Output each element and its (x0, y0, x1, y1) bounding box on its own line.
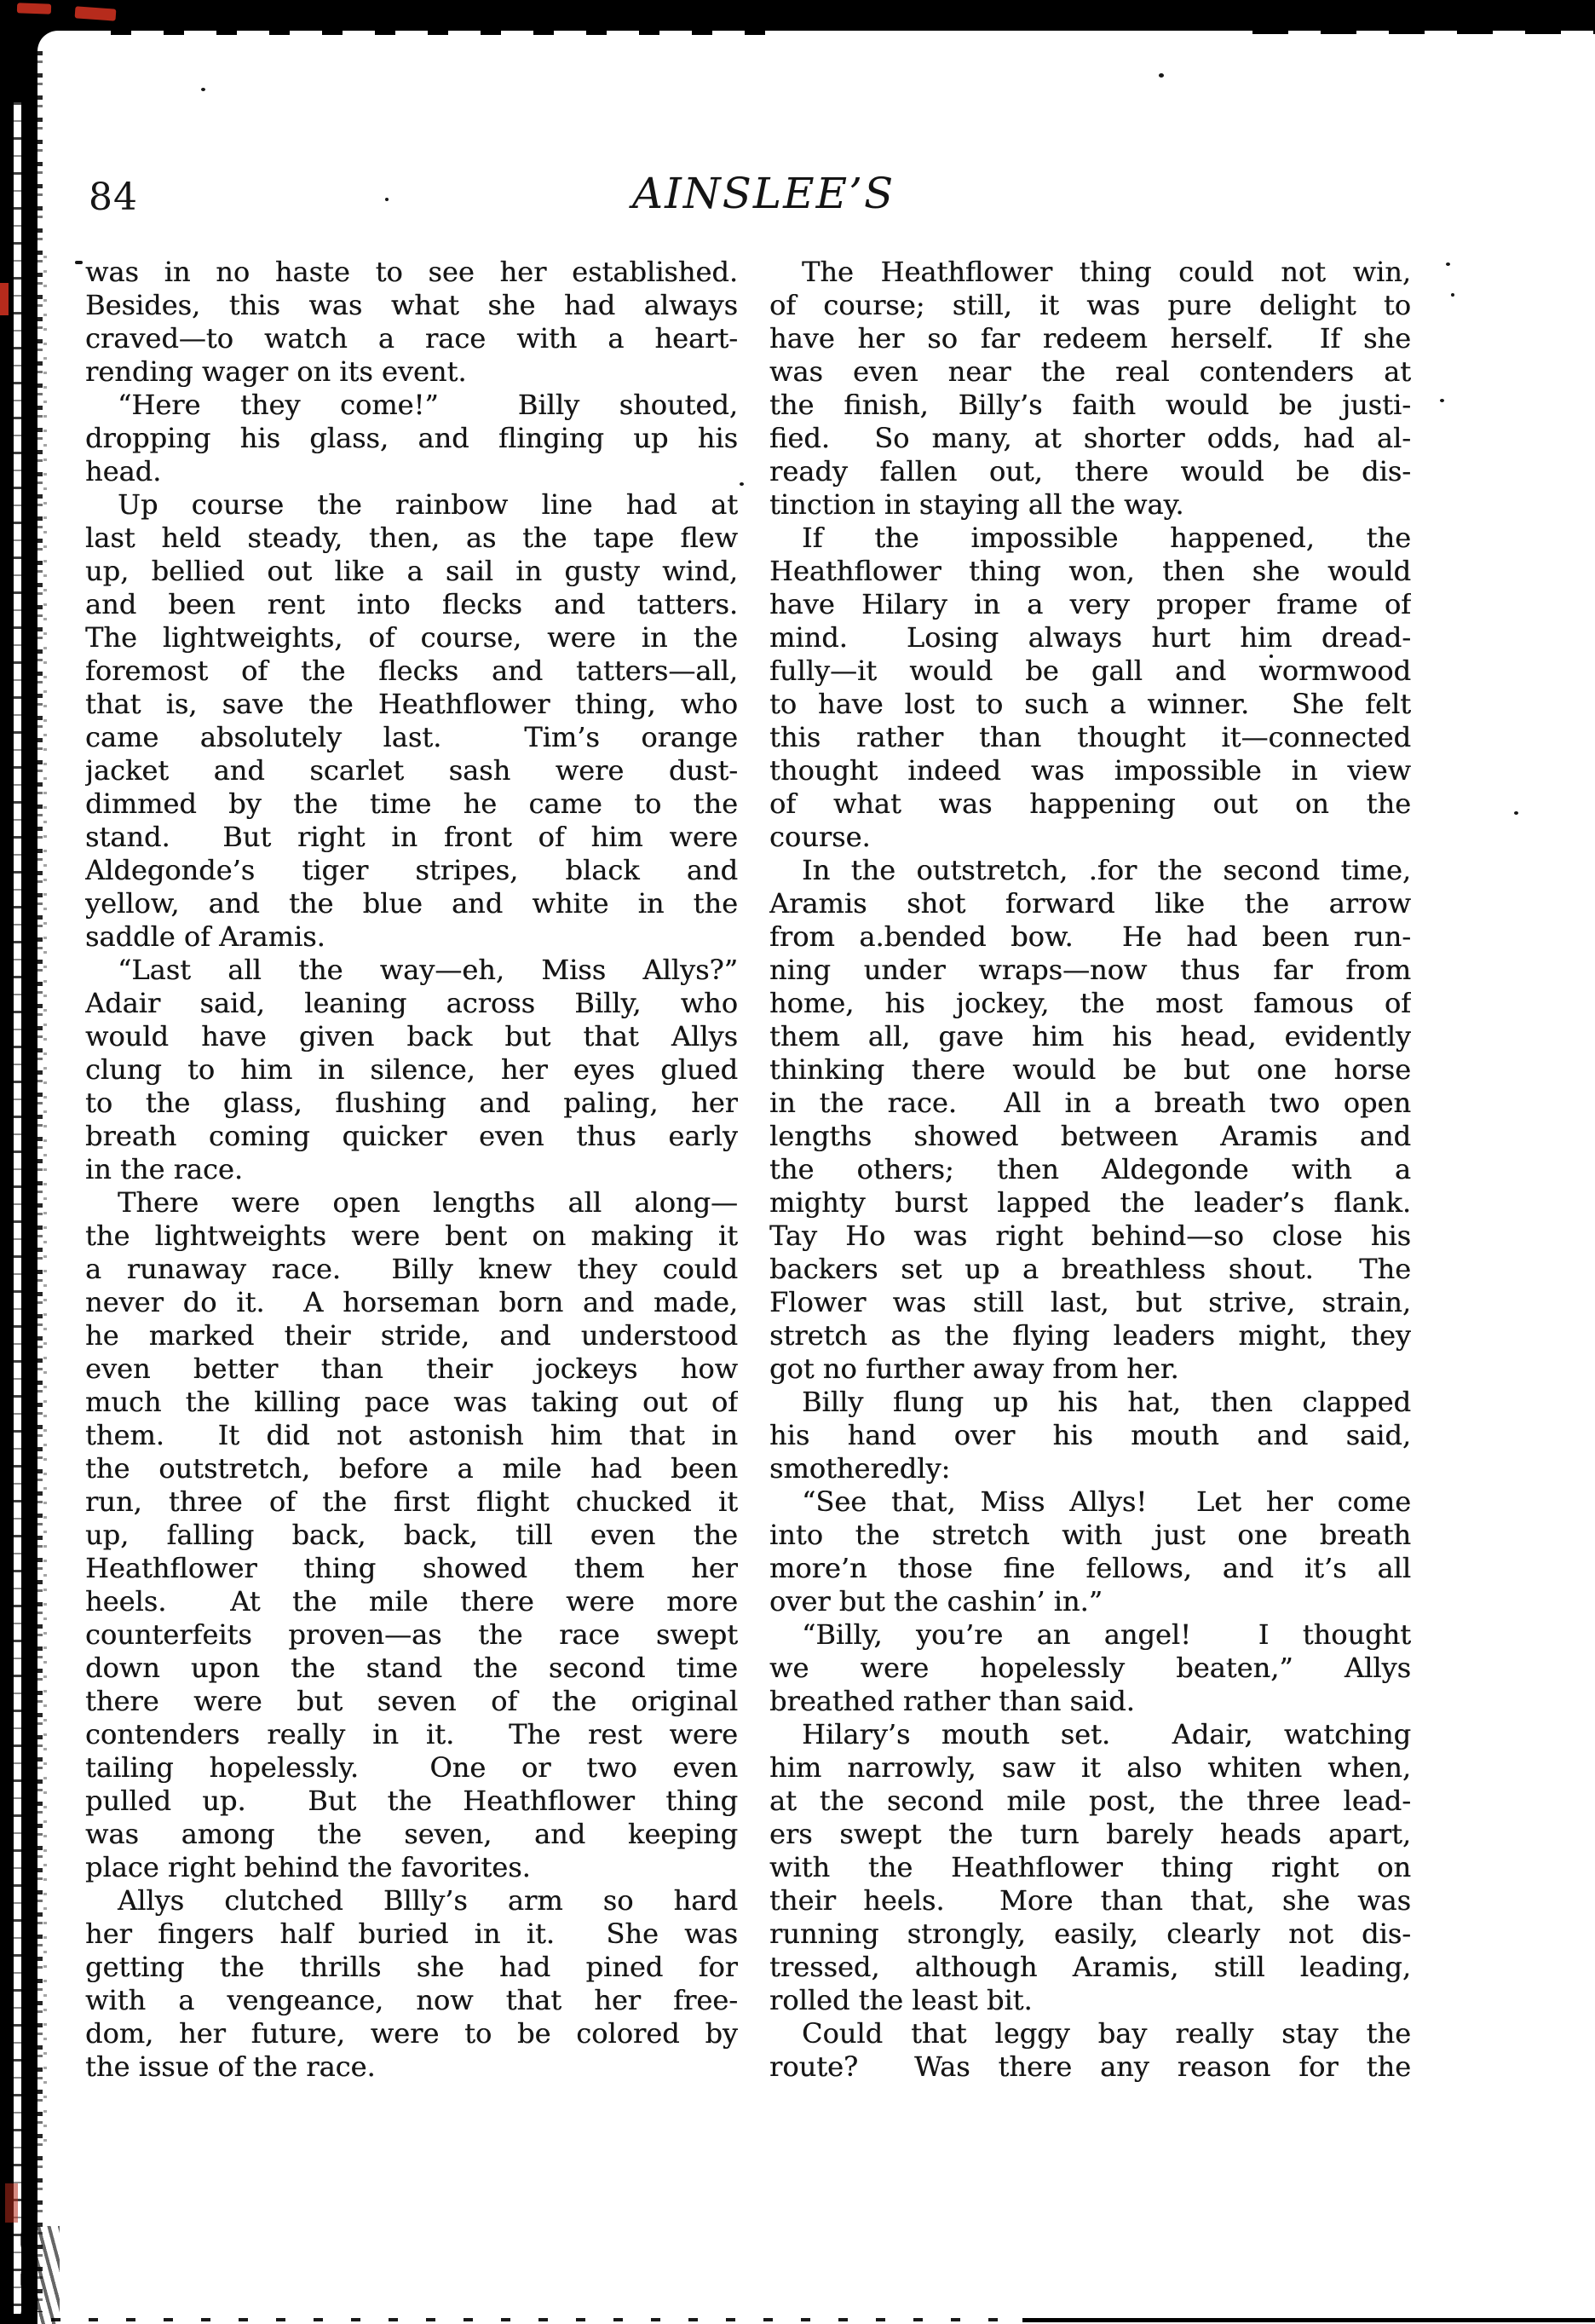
text-line: Could that leggy bay really stay the (802, 2017, 1411, 2050)
text-line: in the race. (85, 1153, 243, 1185)
text-line: thought indeed was impossible in view (769, 754, 1411, 787)
text-line: a runaway race. Billy knew they could (85, 1253, 738, 1285)
text-line: mind. Losing always hurt him dread- (769, 621, 1411, 654)
text-line: counterfeits proven—as the race swept (85, 1618, 738, 1651)
journal-title: AINSLEE’S (632, 169, 895, 218)
text-line: the finish, Billy’s faith would be justi- (769, 389, 1411, 421)
text-line: running strongly, easily, clearly not dis- (769, 1917, 1411, 1950)
text-line: was in no haste to see her established. (85, 256, 738, 288)
text-column-left (85, 256, 738, 2084)
text-line: of course; still, it was pure delight to (769, 289, 1411, 321)
text-line: rending wager on its event. (85, 355, 467, 388)
text-line: Hilary’s mouth set. Adair, watching (802, 1718, 1411, 1750)
ink-speck (201, 88, 205, 91)
text-line: foremost of the flecks and tatters—all, (85, 655, 738, 687)
text-line: mighty burst lapped the leader’s flank. (769, 1186, 1411, 1219)
red-mark-top-2 (75, 6, 117, 20)
text-line: came absolutely last. Tim’s orange (85, 721, 738, 753)
text-line: have her so far redeem herself. If she (769, 322, 1411, 355)
text-line: her fingers half buried in it. She was (85, 1917, 738, 1950)
text-line: the lightweights were bent on making it (85, 1220, 738, 1252)
text-line: thinking there would be but one horse (769, 1053, 1411, 1086)
text-line: never do it. A horseman born and made, (85, 1286, 738, 1318)
text-line: craved—to watch a race with a heart- (85, 322, 738, 355)
text-line: fied. So many, at shorter odds, had al- (769, 422, 1411, 454)
red-mark-top-1 (17, 3, 51, 14)
text-line: tailing hopelessly. One or two even (85, 1751, 738, 1784)
text-line: more’n those fine fellows, and it’s all (769, 1552, 1411, 1584)
text-line: he marked their stride, and understood (85, 1319, 738, 1352)
text-line: home, his jockey, the most famous of (769, 987, 1411, 1019)
text-line: course. (769, 821, 871, 853)
text-line: Adair said, leaning across Billy, who (85, 987, 738, 1019)
text-line: getting the thrills she had pined for (85, 1951, 738, 1983)
text-line: at the second mile post, the three lead- (769, 1785, 1411, 1817)
text-line: There were open lengths all along— (118, 1186, 738, 1219)
text-line: their heels. More than that, she was (769, 1884, 1411, 1917)
ink-speck (1440, 399, 1444, 402)
text-line: “Here they come!” Billy shouted, (118, 389, 738, 421)
text-line: lengths showed between Aramis and (769, 1120, 1411, 1152)
text-line: rolled the least bit. (769, 1984, 1033, 2016)
text-line: there were but seven of the original (85, 1685, 738, 1717)
text-line: stretch as the flying leaders might, they (769, 1319, 1411, 1352)
red-mark-left-edge (0, 283, 9, 315)
text-line: If the impossible happened, the (802, 522, 1411, 554)
text-line: ready fallen out, there would be dis- (769, 455, 1411, 487)
text-line: dimmed by the time he came to the (85, 787, 738, 820)
text-line: “See that, Miss Allys! Let her come (802, 1485, 1411, 1518)
text-line: pulled up. But the Heathflower thing (85, 1785, 738, 1817)
ink-speck (1514, 811, 1518, 815)
text-line: with the Heathflower thing right on (769, 1851, 1411, 1883)
ink-speck (1159, 73, 1164, 78)
text-line: run, three of the first flight chucked it (85, 1485, 738, 1518)
text-line: stand. But right in front of him were (85, 821, 738, 853)
text-line: him narrowly, saw it also whiten when, (769, 1751, 1411, 1784)
text-line: contenders really in it. The rest were (85, 1718, 738, 1750)
text-line: yellow, and the blue and white in the (85, 887, 738, 920)
text-line: would have given back but that Allys (85, 1020, 738, 1052)
text-line: to have lost to such a winner. She felt (769, 688, 1411, 720)
text-line: Aldegonde’s tiger stripes, black and (85, 854, 738, 886)
text-line: jacket and scarlet sash were dust- (85, 754, 738, 787)
ink-speck (385, 198, 389, 201)
text-line: was even near the real contenders at (769, 355, 1411, 388)
text-line: heels. At the mile there were more (85, 1585, 738, 1618)
text-line: much the killing pace was taking out of (85, 1386, 738, 1418)
text-line: “Last all the way—eh, Miss Allys?” (118, 954, 738, 986)
text-line: tinction in staying all the way. (769, 488, 1184, 521)
text-line: have Hilary in a very proper frame of (769, 588, 1411, 620)
text-line: ers swept the turn barely heads apart, (769, 1818, 1411, 1850)
text-line: route? Was there any reason for the (769, 2050, 1411, 2083)
text-line: Billy flung up his hat, then clapped (802, 1386, 1411, 1418)
text-line: place right behind the favorites. (85, 1851, 531, 1883)
bottom-left-blotch (20, 2226, 60, 2324)
ink-speck (740, 482, 744, 486)
text-line: the outstretch, before a mile had been (85, 1452, 738, 1485)
text-line: we were hopelessly beaten,” Allys (769, 1652, 1411, 1684)
binding-gutter-fringe (37, 51, 43, 2312)
binding-gutter-channel (14, 102, 21, 2314)
text-line: to the glass, flushing and paling, her (85, 1087, 738, 1119)
text-line: Allys clutched Bllly’s arm so hard (118, 1884, 738, 1917)
bottom-edge-dashed-line (51, 2318, 1022, 2321)
text-line: this rather than thought it—connected (769, 721, 1411, 753)
text-line: Heathflower thing showed them her (85, 1552, 738, 1584)
text-line: smotheredly: (769, 1452, 951, 1485)
text-column-right (769, 256, 1411, 2084)
bottom-edge-solid-line (1022, 2318, 1595, 2322)
top-band-fray-right (1252, 29, 1595, 34)
text-line: his hand over his mouth and said, (769, 1419, 1411, 1451)
text-line: Tay Ho was right behind—so close his (769, 1220, 1411, 1252)
red-mark-left-lower (5, 2183, 18, 2223)
text-line: the others; then Aldegonde with a (769, 1153, 1411, 1185)
text-line: into the stretch with just one breath (769, 1519, 1411, 1551)
text-line: clung to him in silence, her eyes glued (85, 1053, 738, 1086)
text-line: “Billy, you’re an angel! I thought (802, 1618, 1411, 1651)
text-line: in the race. All in a breath two open (769, 1087, 1411, 1119)
binding-gutter-fringe-2 (43, 256, 47, 2154)
text-line: Besides, this was what she had always (85, 289, 738, 321)
text-line: of what was happening out on the (769, 787, 1411, 820)
top-band-fray-left (111, 31, 775, 35)
text-line: fully—it would be gall and wormwood (769, 655, 1411, 687)
text-line: them. It did not astonish him that in (85, 1419, 738, 1451)
text-line: In the outstretch, .for the second time, (802, 854, 1411, 886)
text-line: Flower was still last, but strive, strain, (769, 1286, 1411, 1318)
text-line: was among the seven, and keeping (85, 1818, 738, 1850)
text-line: Heathflower thing won, then she would (769, 555, 1411, 587)
text-line: dropping his glass, and flinging up his (85, 422, 738, 454)
text-line: the issue of the race. (85, 2050, 376, 2083)
text-line: dom, her future, were to be colored by (85, 2017, 738, 2050)
text-line: Aramis shot forward like the arrow (769, 887, 1411, 920)
text-line: and been rent into flecks and tatters. (85, 588, 738, 620)
text-line: The lightweights, of course, were in the (85, 621, 738, 654)
text-line: that is, save the Heathflower thing, who (85, 688, 738, 720)
page-number: 84 (89, 176, 138, 219)
text-line: breathed rather than said. (769, 1685, 1135, 1717)
text-line: last held steady, then, as the tape flew (85, 522, 738, 554)
ink-speck (1451, 293, 1454, 297)
text-line: tressed, although Aramis, still leading, (769, 1951, 1411, 1983)
ink-speck (1446, 262, 1450, 266)
text-line: breath coming quicker even thus early (85, 1120, 738, 1152)
text-line: Up course the rainbow line had at (118, 488, 738, 521)
text-line: down upon the stand the second time (85, 1652, 738, 1684)
text-line: saddle of Aramis. (85, 920, 325, 953)
ink-speck (75, 261, 83, 264)
text-line: head. (85, 455, 162, 487)
text-line: from a.bended bow. He had been run- (769, 920, 1411, 953)
text-line: over but the cashin’ in.” (769, 1585, 1103, 1618)
text-line: them all, gave him his head, evidently (769, 1020, 1411, 1052)
text-line: ning under wraps—now thus far from (769, 954, 1411, 986)
text-line: got no further away from her. (769, 1352, 1179, 1385)
text-line: backers set up a breathless shout. The (769, 1253, 1411, 1285)
text-line: up, bellied out like a sail in gusty wind, (85, 555, 738, 587)
text-line: The Heathflower thing could not win, (802, 256, 1411, 288)
text-line: with a vengeance, now that her free- (85, 1984, 738, 2016)
text-line: up, falling back, back, till even the (85, 1519, 738, 1551)
text-line: even better than their jockeys how (85, 1352, 738, 1385)
